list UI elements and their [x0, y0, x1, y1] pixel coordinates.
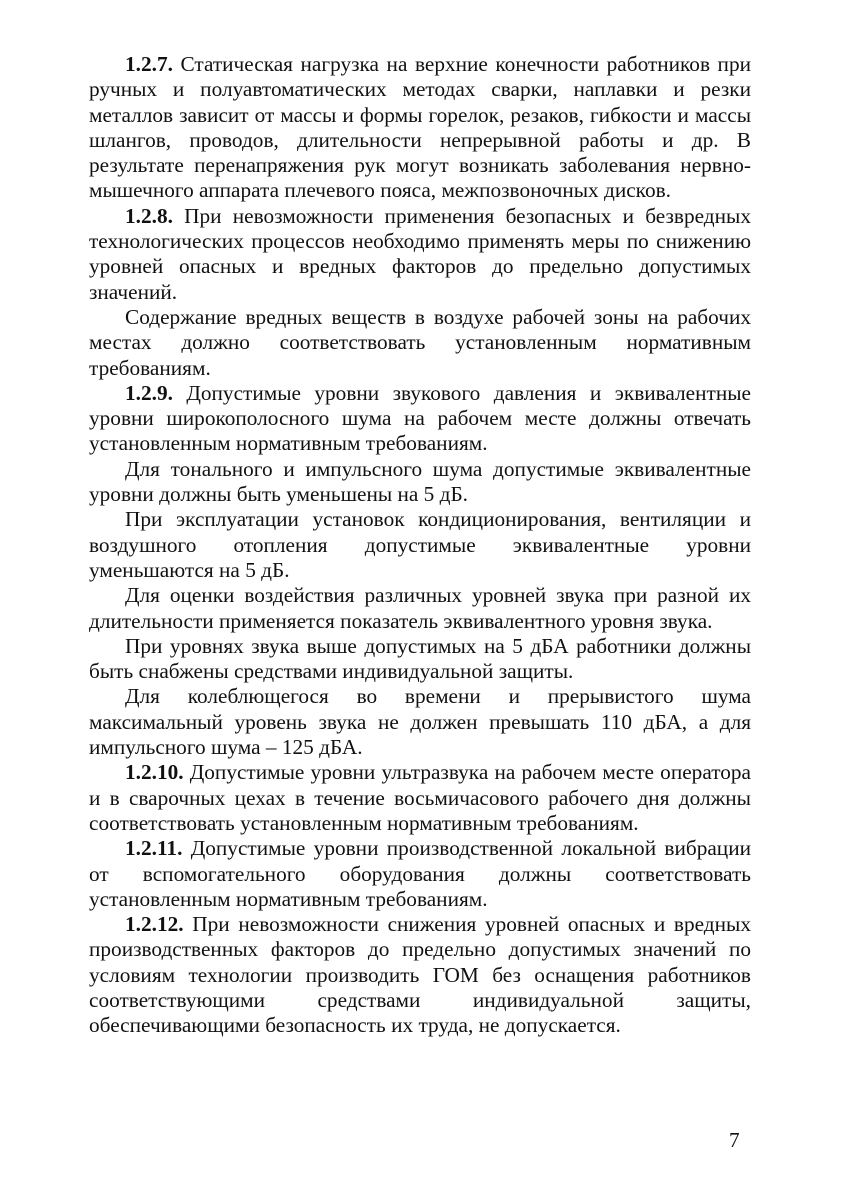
- clause-number: 1.2.12.: [125, 912, 184, 937]
- paragraph-text: Допустимые уровни ультразвука на рабочем месте оператора и в сварочных цехах в течение восьмичасового рабочего дня должны соответствовать установленным нормативным требованиям.: [89, 760, 751, 835]
- paragraph-sound-assessment: [89, 583, 751, 634]
- page-number: 7: [729, 1128, 740, 1152]
- paragraph-1-2-8: [89, 204, 751, 305]
- paragraph-1-2-10: [89, 760, 751, 836]
- paragraph-text: Для тонального и импульсного шума допустимые эквивалентные уровни должны быть уменьшены на 5 дБ.: [89, 456, 751, 507]
- paragraph-1-2-7: [89, 52, 751, 204]
- paragraph-text: При эксплуатации установок кондиционирования, вентиляции и воздушного отопления допустимые эквивалентные уровни уменьшаются на 5 дБ.: [89, 507, 751, 582]
- paragraph-text: Для колеблющегося во времени и прерывистого шума максимальный уровень звука не должен превышать 110 дБА, а для импульсного шума – 125 дБА.: [89, 684, 751, 760]
- page-body: [89, 52, 751, 1039]
- paragraph-text: При уровнях звука выше допустимых на 5 дБА работники должны быть снабжены средствами индивидуальной защиты.: [89, 633, 751, 684]
- paragraph-1-2-9: [89, 381, 751, 457]
- paragraph-tonal-noise: [89, 457, 751, 508]
- clause-number: 1.2.10.: [125, 760, 184, 785]
- paragraph-1-2-11: [89, 836, 751, 912]
- clause-number: 1.2.11.: [125, 836, 183, 861]
- paragraph-text: Допустимые уровни звукового давления и эквивалентные уровни широкополосного шума на рабочем месте должны отвечать установленным нормативным требованиям.: [89, 380, 751, 456]
- paragraph-text: При невозможности снижения уровней опасных и вредных производственных факторов до предельно допустимых значений по условиям технологии производить ГОМ без оснащения работников соответствующими средствами индивидуальной защиты, обеспечивающими безопасность их труда, не допускается.: [89, 912, 751, 1038]
- paragraph-1-2-12: [89, 912, 751, 1038]
- clause-number: 1.2.8.: [125, 203, 173, 228]
- paragraph-harmful-substances: [89, 305, 751, 381]
- paragraph-text: Статическая нагрузка на верхние конечности работников при ручных и полуавтоматических методах сварки, наплавки и резки металлов зависит от массы и формы горелок, резаков, гибкости и массы шлангов, проводов, длительности непрерывной работы и др. В результате перенапряжения рук могут возникать заболевания нервно-мышечного аппарата плечевого пояса, межпозвоночных дисков.: [89, 52, 751, 203]
- paragraph-text: Содержание вредных веществ в воздухе рабочей зоны на рабочих местах должно соответствовать установленным нормативным требованиям.: [89, 304, 751, 380]
- paragraph-text: При невозможности применения безопасных и безвредных технологических процессов необходимо применять меры по снижению уровней опасных и вредных факторов до предельно допустимых значений.: [89, 203, 751, 304]
- clause-number: 1.2.9.: [125, 380, 173, 405]
- paragraph-text: Допустимые уровни производственной локальной вибрации от вспомогательного оборудования должны соответствовать установленным нормативным требованиям.: [89, 836, 751, 911]
- paragraph-max-sound-level: [89, 684, 751, 760]
- clause-number: 1.2.7.: [125, 52, 173, 76]
- paragraph-text: Для оценки воздействия различных уровней звука при разной их длительности применяется показатель эквивалентного уровня звука.: [89, 583, 751, 633]
- paragraph-protective-equipment: [89, 634, 751, 685]
- paragraph-air-conditioning: [89, 507, 751, 583]
